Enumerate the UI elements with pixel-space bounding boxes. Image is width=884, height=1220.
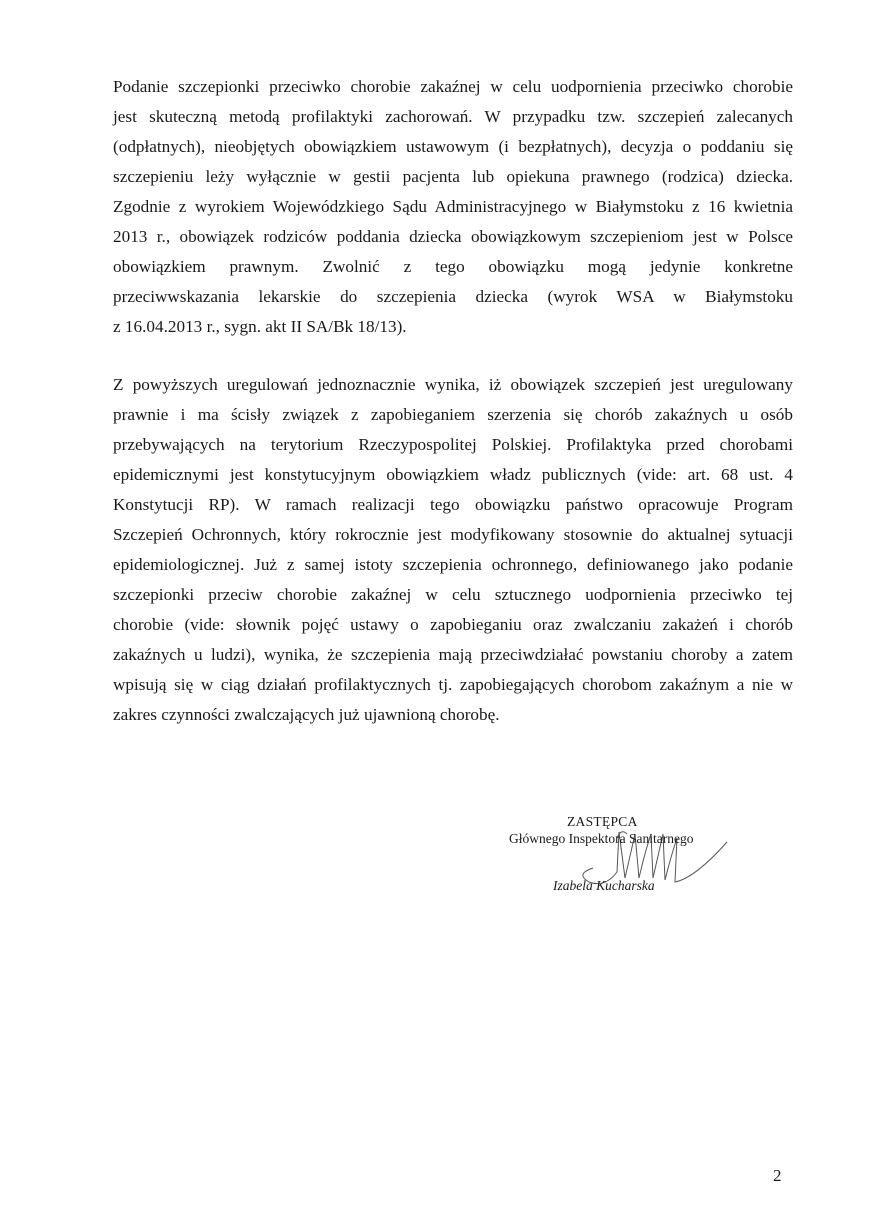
text-line: obowiązkiem prawnym. Zwolnić z tego obowiązku mogą jedynie konkretne [113,257,793,276]
signature-block [505,812,735,902]
text-line: szczepieniu leży wyłącznie w gestii pacjenta lub opiekuna prawnego (rodzica) dziecka. [113,167,793,186]
text-line: Z powyższych uregulowań jednoznacznie wynika, iż obowiązek szczepień jest uregulowany [113,375,793,394]
text-line: Konstytucji RP). W ramach realizacji tego obowiązku państwo opracowuje Program [113,495,793,514]
signatory-name: Izabela Kucharska [553,878,655,893]
paragraph-1 [113,72,793,342]
text-line: prawnie i ma ścisły związek z zapobieganiem szerzenia się chorób zakaźnych u osób [113,405,793,424]
text-line: epidemicznymi jest konstytucyjnym obowiązkiem władz publicznych (vide: art. 68 ust. 4 [113,465,793,484]
text-line: wpisują się w ciąg działań profilaktycznych tj. zapobiegających chorobom zakaźnym a nie w [113,675,793,694]
text-line: zakaźnych u ludzi), wynika, że szczepienia mają przeciwdziałać powstaniu choroby a zatem [113,645,793,664]
text-line: zakres czynności zwalczających już ujawnioną chorobę. [113,705,500,724]
text-line: epidemiologicznej. Już z samej istoty szczepienia ochronnego, definiowanego jako podanie [113,555,793,574]
text-line: przebywających na terytorium Rzeczypospolitej Polskiej. Profilaktyka przed chorobami [113,435,793,454]
text-line: Szczepień Ochronnych, który rokrocznie jest modyfikowany stosownie do aktualnej sytuacji [113,525,793,544]
text-line: jest skuteczną metodą profilaktyki zachorowań. W przypadku tzw. szczepień zalecanych [113,107,793,126]
text-line: szczepionki przeciw chorobie zakaźnej w celu sztucznego uodpornienia przeciwko tej [113,585,793,604]
text-line: z 16.04.2013 r., sygn. akt II SA/Bk 18/13). [113,317,407,336]
text-line: przeciwwskazania lekarskie do szczepienia dziecka (wyrok WSA w Białymstoku [113,287,793,306]
text-line: (odpłatnych), nieobjętych obowiązkiem ustawowym (i bezpłatnych), decyzja o poddaniu się [113,137,793,156]
text-line: Zgodnie z wyrokiem Wojewódzkiego Sądu Administracyjnego w Białymstoku z 16 kwietnia [113,197,793,216]
page-number: 2 [773,1166,782,1185]
text-line: Podanie szczepionki przeciwko chorobie zakaźnej w celu uodpornienia przeciwko chorobie [113,77,793,96]
paragraph-2 [113,370,793,730]
text-line: chorobie (vide: słownik pojęć ustawy o zapobieganiu oraz zwalczaniu zakażeń i chorób [113,615,793,634]
signatory-title: ZASTĘPCA [567,814,638,829]
signatory-organization: Głównego Inspektora Sanitarnego [509,831,694,846]
text-line: 2013 r., obowiązek rodziców poddania dziecka obowiązkowym szczepieniom jest w Polsce [113,227,793,246]
